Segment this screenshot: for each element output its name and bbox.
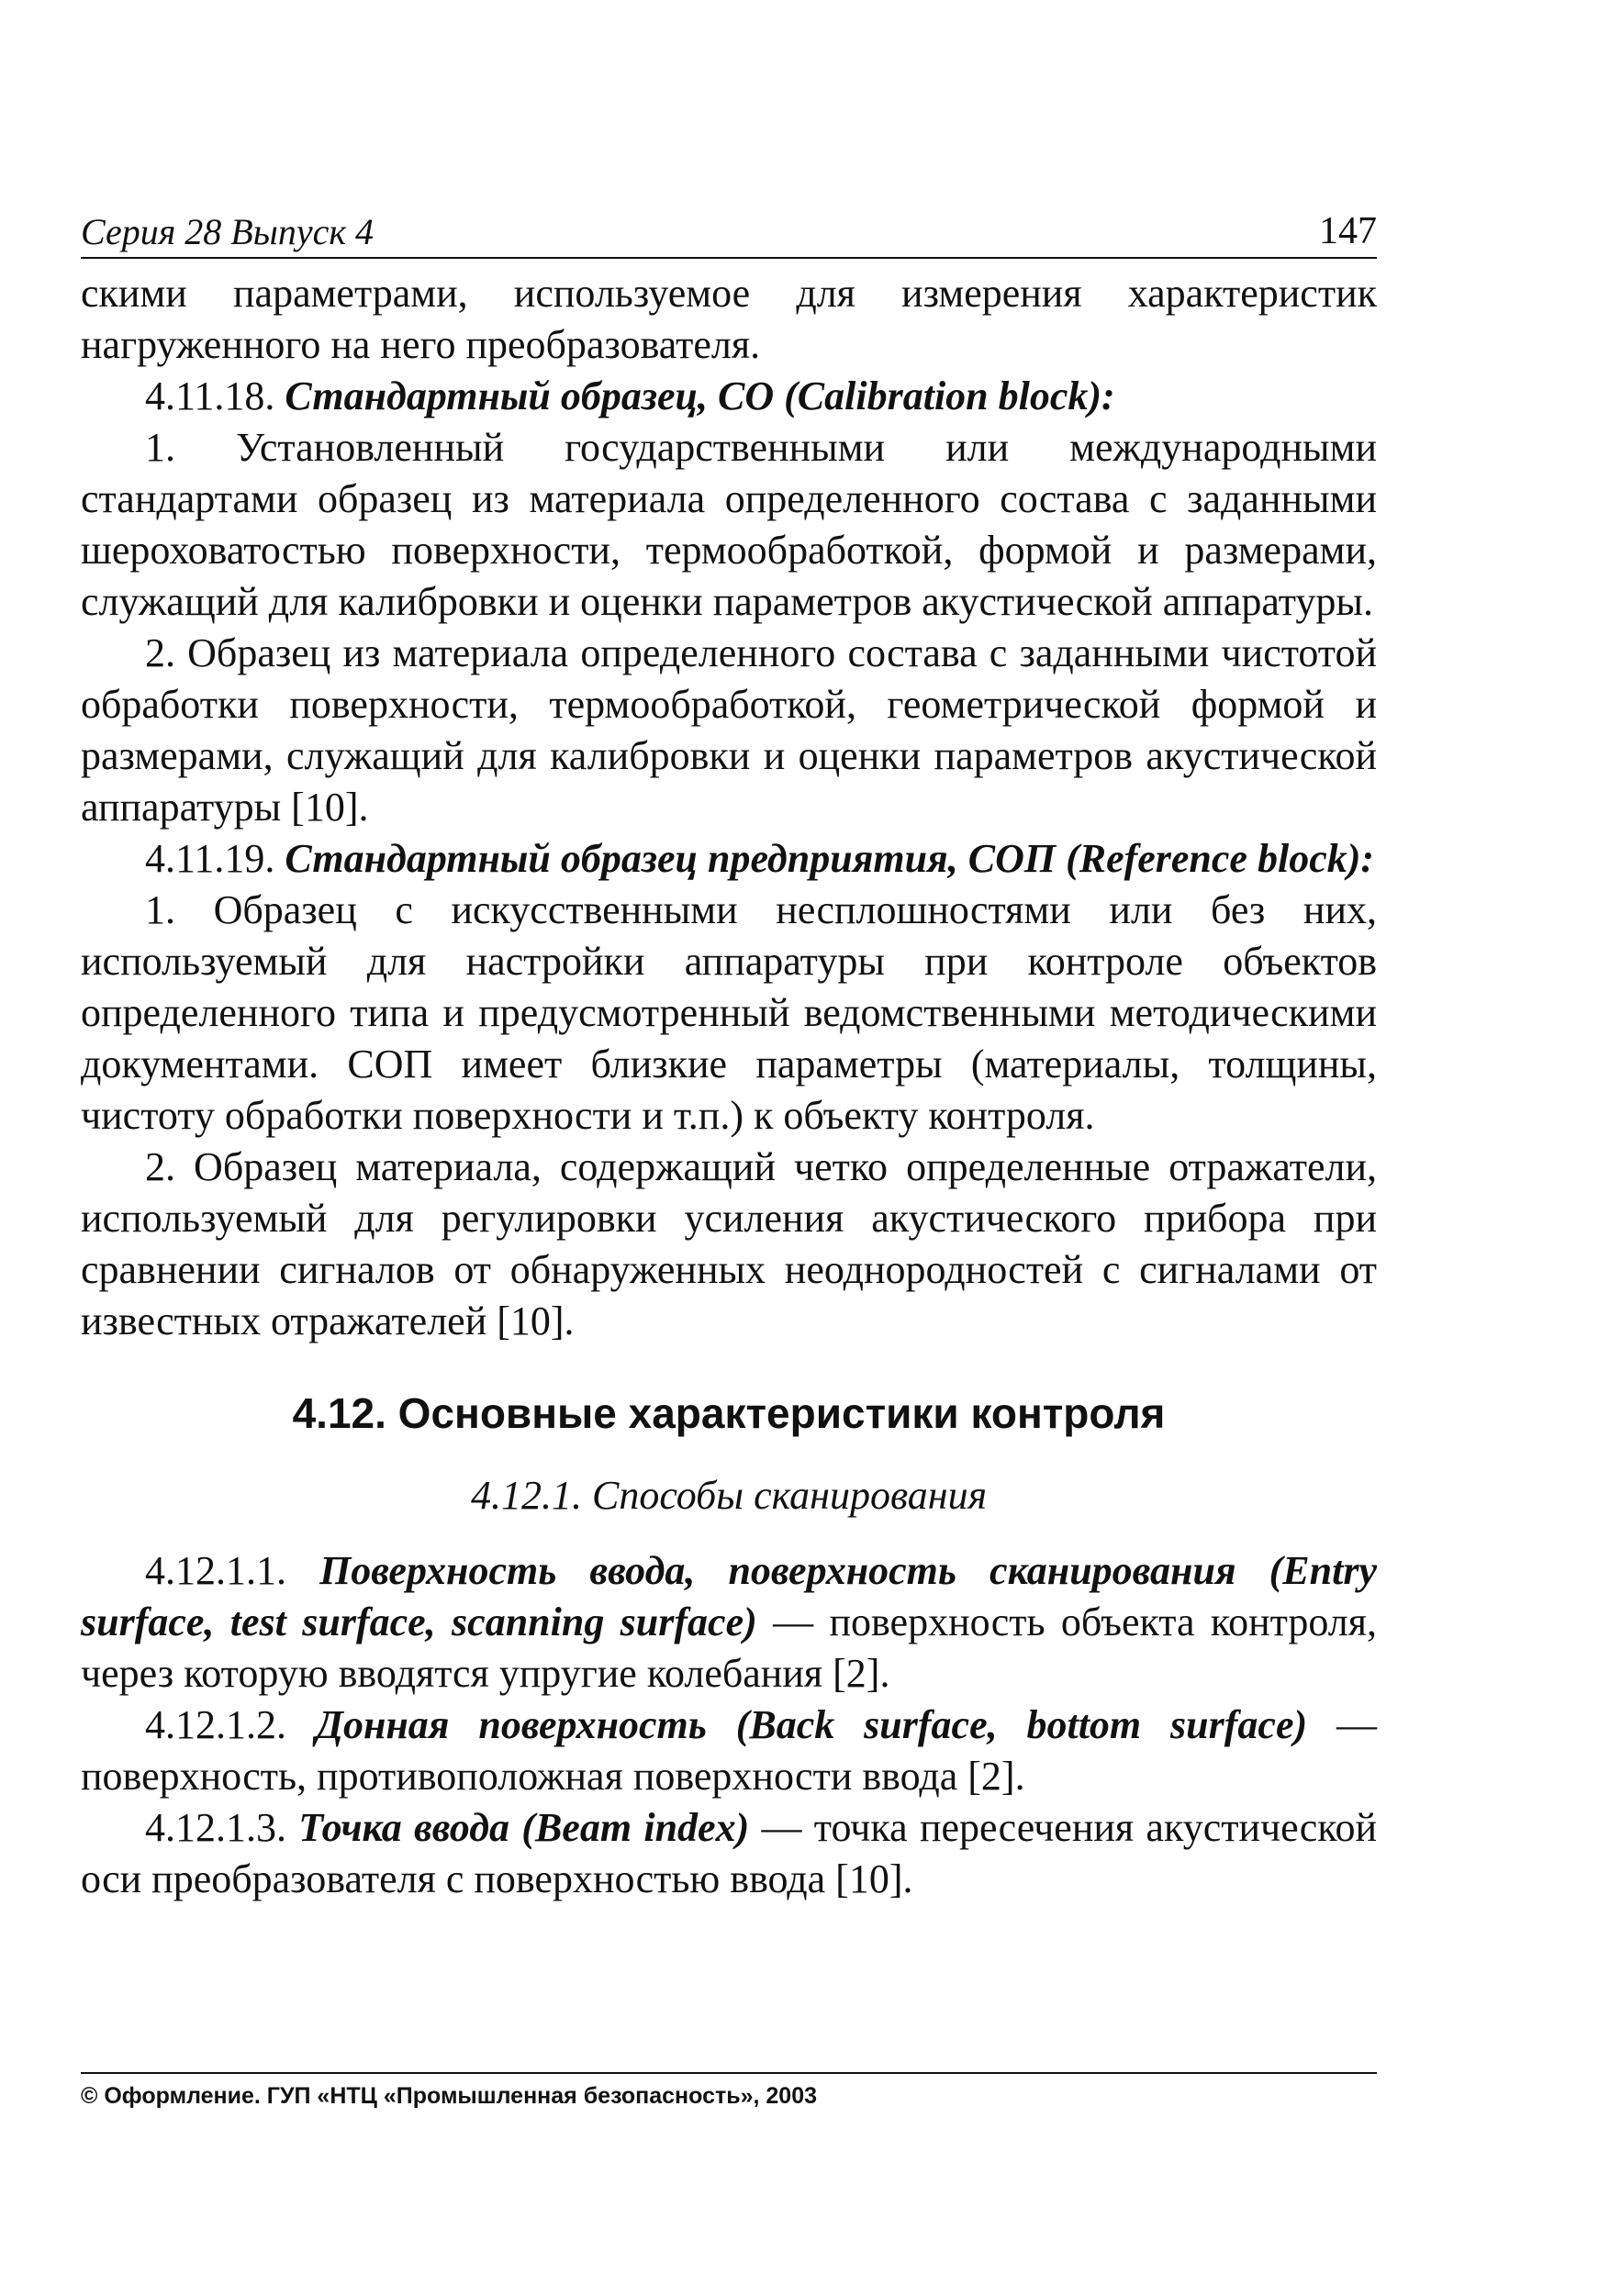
term-4-12-1-3 [81, 1802, 1377, 1905]
term-4-11-19 [81, 833, 1377, 885]
subsection-heading: 4.12.1. Способы сканирования [470, 1473, 988, 1518]
body-text [81, 268, 1377, 1905]
term-number: 4.12.1.2. [145, 1702, 316, 1747]
term-number: 4.12.1.3. [145, 1805, 299, 1850]
term-4-11-18 [81, 371, 1377, 422]
term-title: Стандартный образец предприятия, СОП (Reference block): [285, 836, 1375, 881]
definition-4-11-19-2: 2. Образец материала, содержащий четко определенные отражатели, используемый для регулировки усиления акустического прибора при сравнении сигналов от обнаруженных неоднородностей с сигналами от известных отражателей [10]. [81, 1144, 1377, 1343]
definition-4-11-19-1: 1. Образец с искусственными несплошностями или без них, используемый для настройки аппаратуры при контроле объектов определенного типа и предусмотренный ведомственными методическими документами. СОП имеет близкие параметры (материалы, толщины, чистоту обработки поверхности и т.п.) к объекту контроля. [81, 887, 1377, 1138]
definition-4-11-18-2: 2. Образец из материала определенного состава с заданными чистотой обработки поверхности, термообработкой, геометрической формой и размерами, служащий для калибровки и оценки параметров акустической аппаратуры [10]. [81, 630, 1377, 830]
series-title: Серия 28 Выпуск 4 [81, 211, 375, 252]
term-title: Донная поверхность (Back surface, bottom surface) [315, 1702, 1308, 1747]
term-title: Поверхность ввода, поверхность сканирования (Entry surface, test surface, scanning surface) [81, 1548, 1378, 1644]
term-number: 4.11.18. [145, 373, 285, 418]
footer [81, 2072, 1377, 2110]
term-title: Стандартный образец, СО (Calibration block): [285, 373, 1115, 418]
term-number: 4.11.19. [145, 836, 285, 881]
running-head [81, 209, 1377, 259]
term-definition: — поверхность, противоположная поверхности ввода [2]. [81, 1702, 1378, 1799]
copyright-notice: © Оформление. ГУП «НТЦ «Промышленная безопасность», 2003 [81, 2083, 818, 2109]
term-definition: — поверхность объекта контроля, через которую вводятся упругие колебания [2]. [81, 1599, 1377, 1696]
page [81, 209, 1377, 1905]
page-number: 147 [1319, 210, 1377, 252]
term-4-12-1-1 [81, 1545, 1377, 1700]
term-4-12-1-2 [81, 1700, 1377, 1802]
term-number: 4.12.1.1. [145, 1548, 320, 1593]
paragraph-continuation: скими параметрами, используемое для измерения характеристик нагруженного на него преобразователя. [81, 271, 1377, 367]
definition-4-11-18-1: 1. Установленный государственными или международными стандартами образец из материала определенного состава с заданными шероховатостью поверхности, термообработкой, формой и размерами, служащий для калибровки и оценки параметров акустической аппаратуры. [81, 425, 1377, 624]
term-definition: — точка пересечения акустической оси преобразователя с поверхностью ввода [10]. [81, 1805, 1377, 1901]
section-heading: 4.12. Основные характеристики контроля [292, 1389, 1166, 1437]
term-title: Точка ввода (Beam index) [298, 1805, 750, 1850]
